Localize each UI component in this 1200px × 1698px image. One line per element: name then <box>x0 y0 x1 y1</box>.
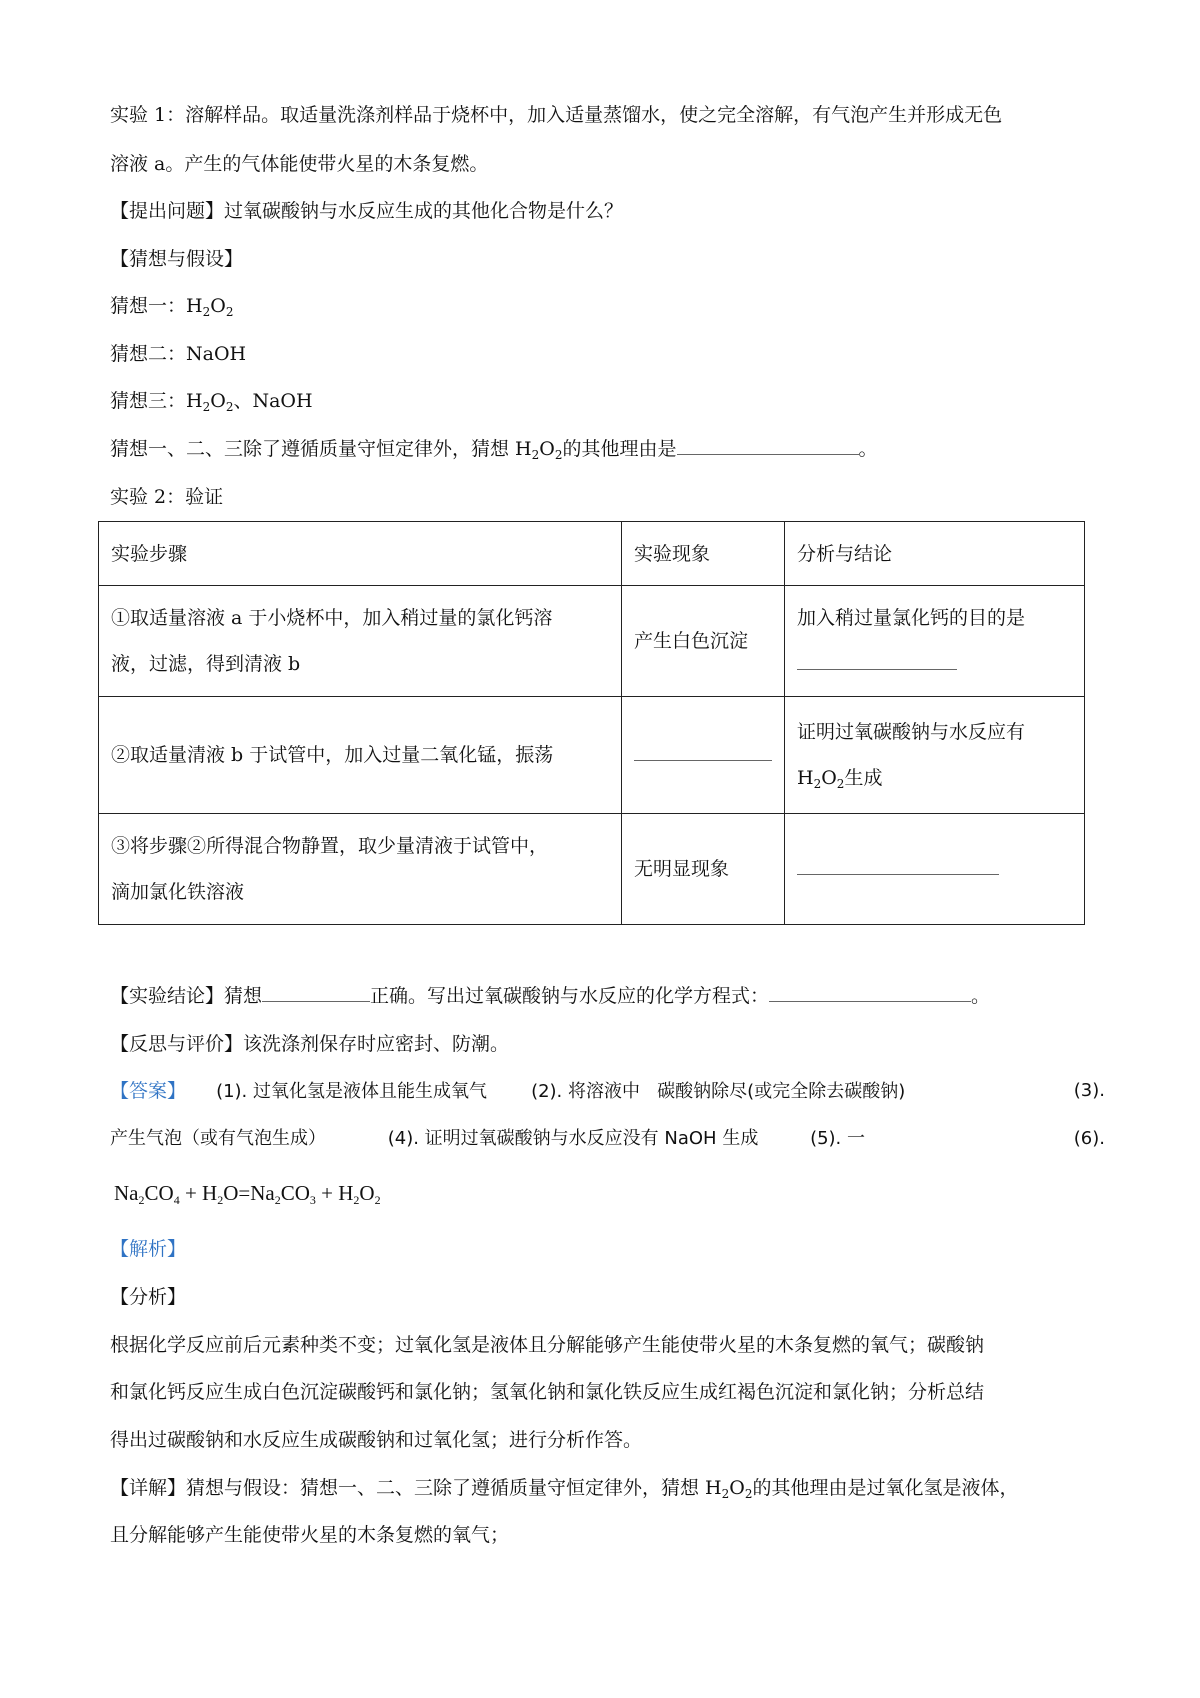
hypothesis-1: 猜想一：$H_2O_2$ <box>110 295 234 319</box>
answer-3: 产生气泡（或有气泡生成） <box>110 1128 326 1149</box>
chemical-equation: $Na_2CO_4 + H_2O=Na_2CO_3 + H_2O_2$ <box>114 1181 381 1207</box>
label: 猜想一： <box>110 295 187 317</box>
text: 的其他理由是 <box>562 438 677 460</box>
header-cell: 实验步骤 <box>99 522 622 586</box>
detail-line: 且分解能够产生能使带火星的木条复燃的氧气； <box>110 1524 510 1546</box>
hypothesis-2: 猜想二：NaOH <box>110 343 247 365</box>
label: 猜想三： <box>110 390 187 412</box>
header-cell: 实验现象 <box>622 522 785 586</box>
answer-blank[interactable] <box>677 436 859 455</box>
hypothesis-3: 猜想三：$H_2O_2$、NaOH <box>110 390 313 414</box>
intro-line: 溶液 a。产生的气体能使带火星的木条复燃。 <box>110 153 489 175</box>
answer-4: (4). 证明过氧碳酸钠与水反应没有 NaOH 生成 <box>387 1128 759 1149</box>
answer-5: (5). 一 <box>810 1128 866 1149</box>
analysis-sub-label: 【分析】 <box>110 1286 187 1308</box>
conclusion-cell: 加入稍过量氯化钙的目的是 <box>785 586 1085 697</box>
conclusion-cell: 证明过氧碳酸钠与水反应有 $H_2O_2$生成 <box>785 697 1085 814</box>
answer-3-num: (3). <box>1073 1080 1105 1101</box>
hypothesis-title: 【猜想与假设】 <box>110 248 244 270</box>
table-row <box>99 586 1085 697</box>
experiment-table <box>98 521 1085 925</box>
table-header-row <box>99 522 1085 586</box>
analysis-line: 得出过碳酸钠和水反应生成碳酸钠和过氧化氢；进行分析作答。 <box>110 1429 643 1451</box>
answer-blank[interactable] <box>797 856 999 875</box>
answer-label: 【答案】 <box>110 1080 187 1102</box>
table-row <box>99 814 1085 925</box>
experiment-2-title: 实验 2：验证 <box>110 486 224 508</box>
answer-blank[interactable] <box>769 983 971 1002</box>
header-cell: 分析与结论 <box>785 522 1085 586</box>
suffix: 、NaOH <box>233 390 313 412</box>
answer-1: (1). 过氧化氢是液体且能生成氧气 <box>216 1081 488 1102</box>
reason-question: 猜想一、二、三除了遵循质量守恒定律外，猜想 $H_2O_2$的其他理由是 。 <box>110 438 878 462</box>
table-row <box>99 697 1085 814</box>
answer-6-num: (6). <box>1073 1128 1105 1149</box>
step-cell: ①取适量溶液 a 于小烧杯中，加入稍过量的氯化钙溶 液，过滤，得到清液 b <box>99 586 622 697</box>
answer-2: (2). 将溶液中 碳酸钠除尽(或完全除去碳酸钠) <box>531 1081 906 1102</box>
step-cell: ③将步骤②所得混合物静置，取少量清液于试管中， 滴加氯化铁溶液 <box>99 814 622 925</box>
analysis-line: 根据化学反应前后元素种类不变；过氧化氢是液体且分解能够产生能使带火星的木条复燃的氧气；碳酸钠 <box>110 1334 985 1356</box>
analysis-label: 【解析】 <box>110 1238 187 1260</box>
analysis-line: 和氯化钙反应生成白色沉淀碳酸钙和氯化钠；氢氧化钠和氯化铁反应生成红褐色沉淀和氯化钠；分析总结 <box>110 1381 985 1403</box>
step-cell: ②取适量清液 b 于试管中，加入过量二氧化锰，振荡 <box>99 697 622 814</box>
answer-blank[interactable] <box>262 983 370 1002</box>
phenomenon-cell: 产生白色沉淀 <box>622 586 785 697</box>
answer-line-2 <box>110 1126 1105 1152</box>
experiment-conclusion: 【实验结论】猜想 正确。写出过氧碳酸钠与水反应的化学方程式： 。 <box>110 985 991 1007</box>
question: 【提出问题】过氧碳酸钠与水反应生成的其他化合物是什么？ <box>110 200 624 222</box>
intro-line: 实验 1：溶解样品。取适量洗涤剂样品于烧杯中，加入适量蒸馏水，使之完全溶解，有气泡产生并形成无色 <box>110 104 1003 126</box>
answer-blank[interactable] <box>634 742 772 761</box>
detail-line: 【详解】猜想与假设：猜想一、二、三除了遵循质量守恒定律外，猜想 $H_2O_2$的其他理由是过氧化氢是液体， <box>110 1477 1019 1501</box>
phenomenon-cell <box>622 697 785 814</box>
text: 。 <box>858 438 878 460</box>
phenomenon-cell: 无明显现象 <box>622 814 785 925</box>
text: 猜想一、二、三除了遵循质量守恒定律外，猜想 <box>110 438 516 460</box>
reflection: 【反思与评价】该洗涤剂保存时应密封、防潮。 <box>110 1033 510 1055</box>
conclusion-cell <box>785 814 1085 925</box>
answer-line-1 <box>110 1078 1105 1105</box>
answer-blank[interactable] <box>797 651 957 670</box>
